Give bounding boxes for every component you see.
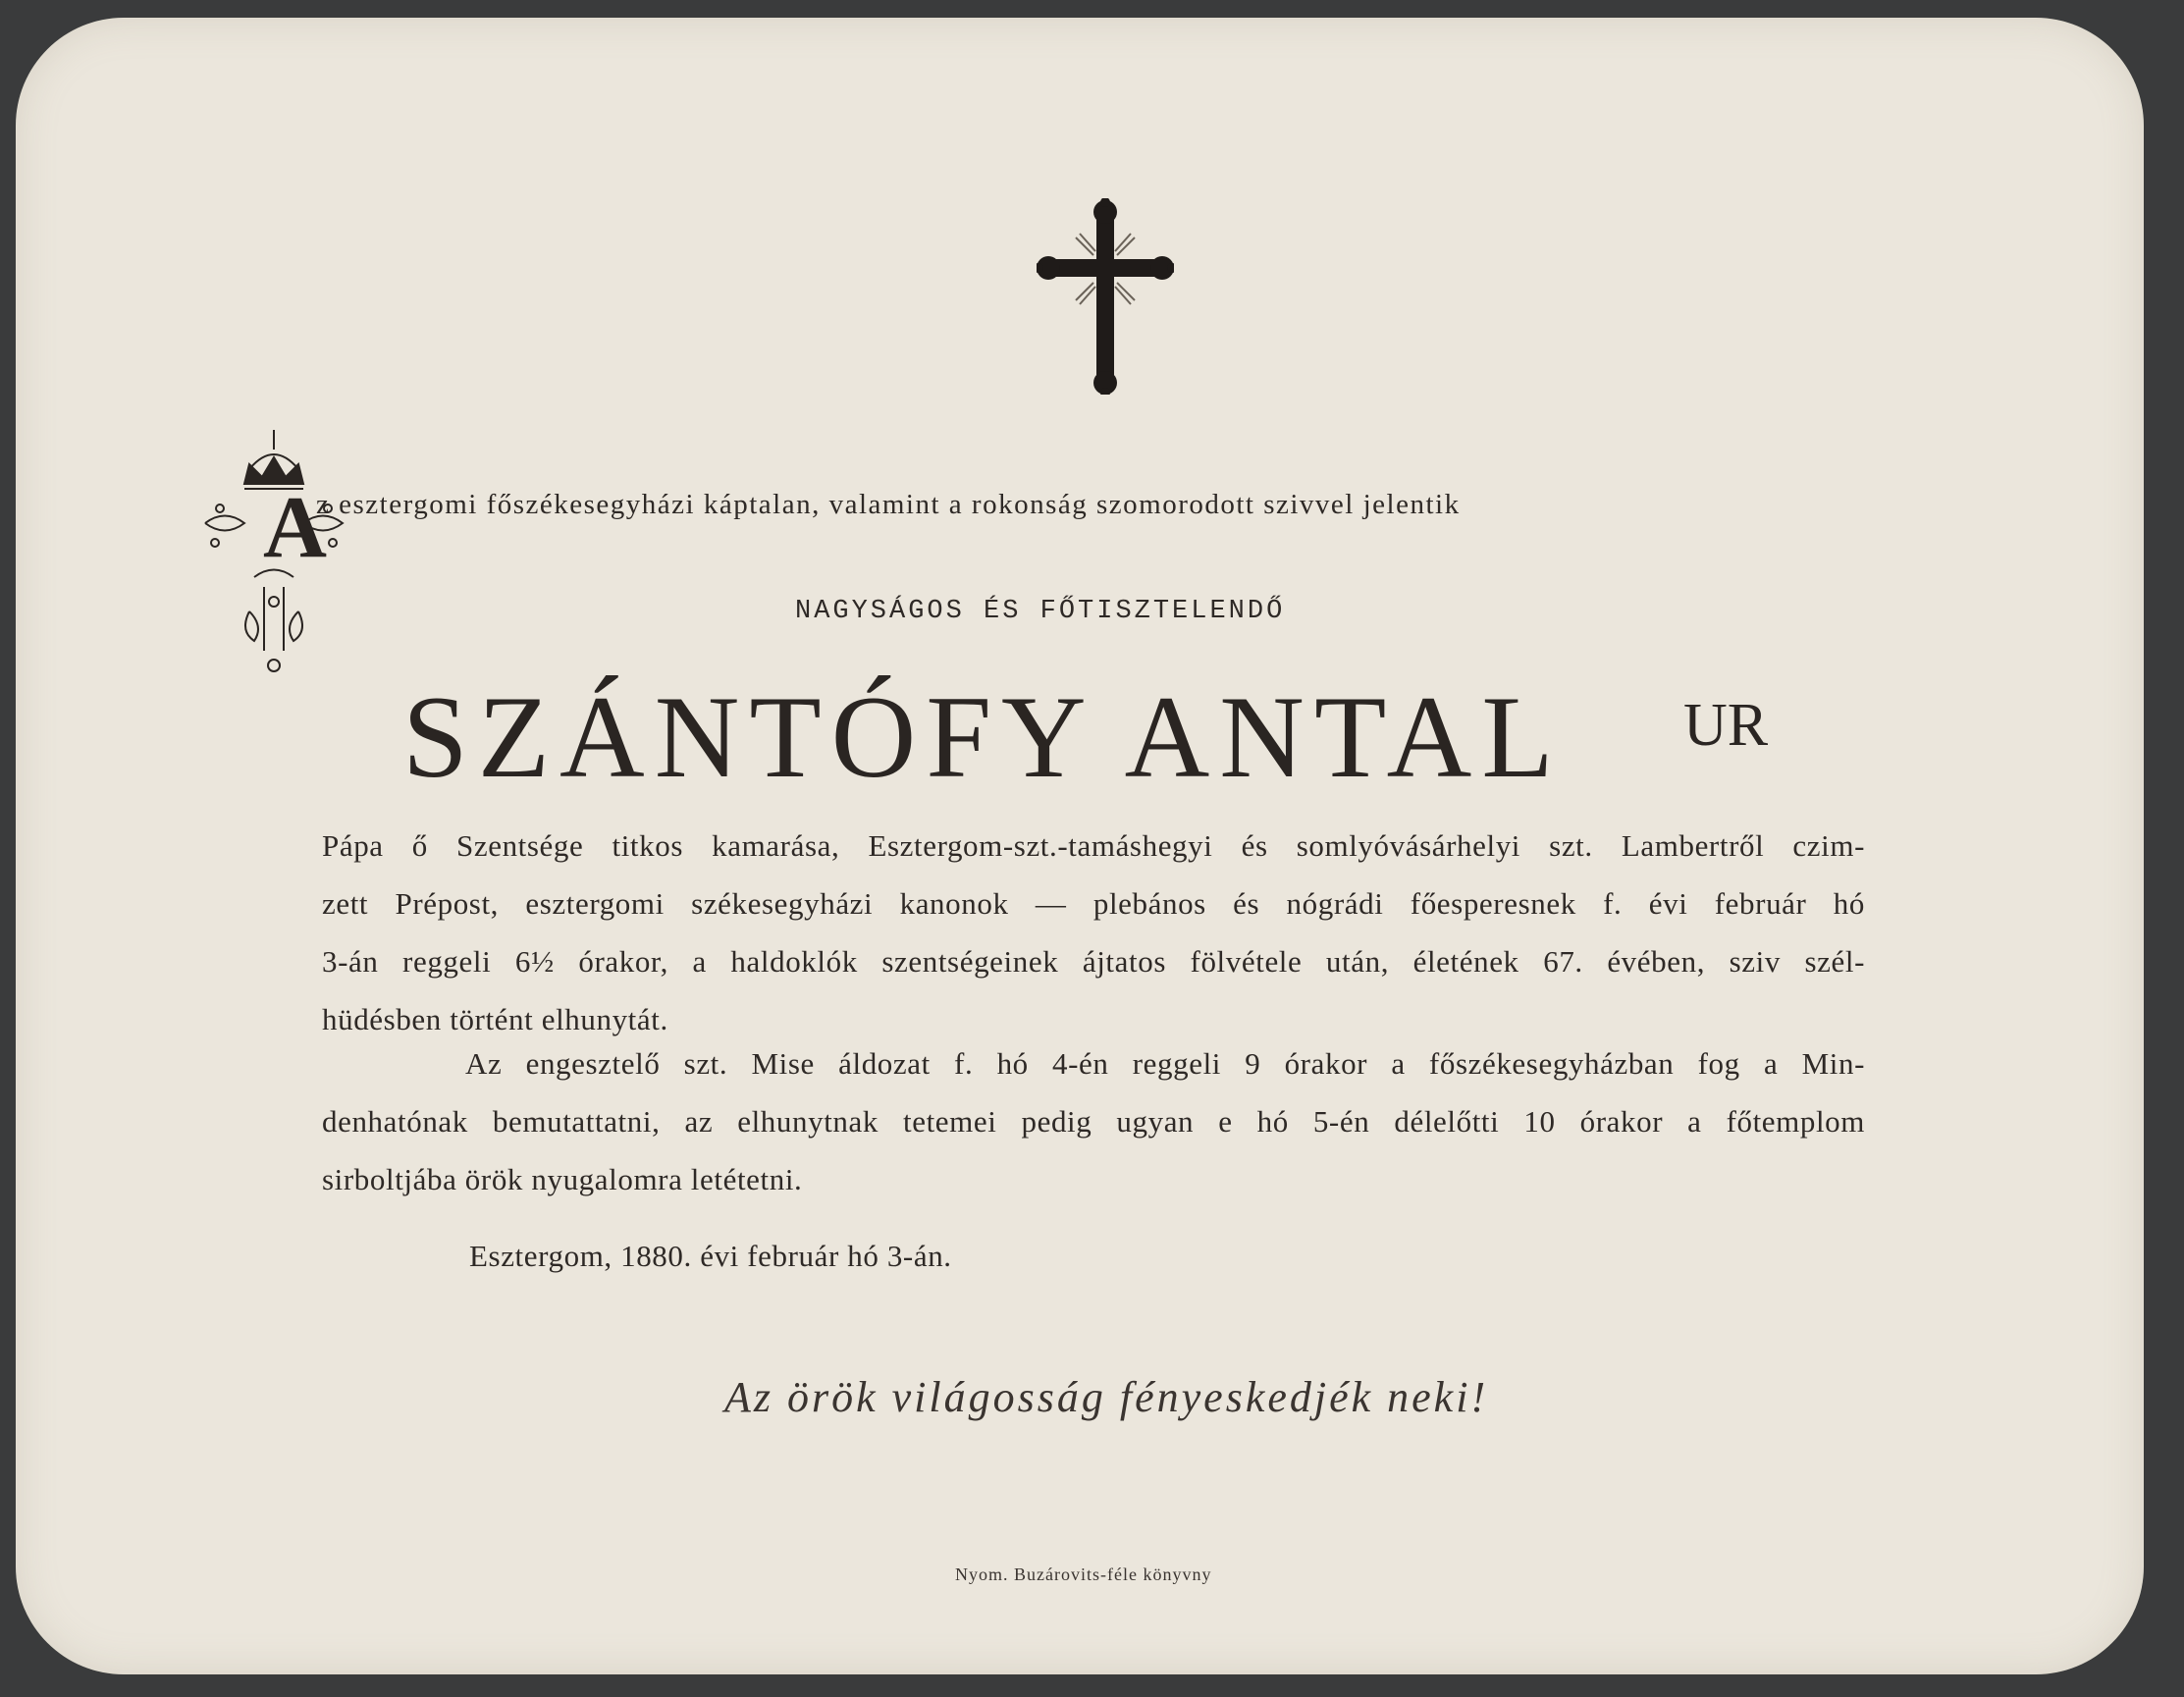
deceased-name: SZÁNTÓFY ANTAL — [402, 671, 1564, 802]
paragraph-line: 3-án reggeli 6½ órakor, a haldoklók szentségeinek ájtatos fölvétele után, életének 67. évében, sziv szél- — [322, 944, 1865, 979]
date-line: Esztergom, 1880. évi február hó 3-án. — [469, 1239, 952, 1273]
paragraph-line: denhatónak bemutattatni, az elhunytnak tetemei pedig ugyan e hó 5-én délelőtti 10 órakor a főtemplom — [322, 1104, 1865, 1139]
announcement-paragraph — [322, 817, 1865, 1048]
paragraph-line: sirboltjába örök nyugalomra letétetni. — [322, 1162, 803, 1196]
memorial-motto: Az örök világosság fényeskedjék neki! — [724, 1373, 1489, 1421]
honorific-title: NAGYSÁGOS ÉS FŐTISZTELENDŐ — [795, 597, 1286, 626]
paragraph-line: zett Prépost, esztergomi székesegyházi kanonok — plebános és nógrádi főesperesnek f. évi február hó — [322, 886, 1865, 921]
name-suffix: UR — [1683, 692, 1769, 759]
paragraph-line: Az engesztelő szt. Mise áldozat f. hó 4-én reggeli 9 órakor a főszékesegyházban fog a Min- — [465, 1046, 1865, 1081]
drop-cap: A — [263, 479, 327, 576]
funeral-paragraph — [322, 1034, 1865, 1208]
paragraph-line: hüdésben történt elhunytát. — [322, 1002, 668, 1036]
intro-text: z esztergomi főszékesegyházi káptalan, valamint a rokonság szomorodott szivvel jelentik — [316, 489, 1461, 520]
paragraph-line: Pápa ő Szentsége titkos kamarása, Esztergom-szt.-tamáshegyi és somlyóvásárhelyi szt. Lambertről czim- — [322, 828, 1865, 863]
cross-icon — [1037, 198, 1174, 395]
printer-credit: Nyom. Buzárovits-féle könyvny — [955, 1564, 1212, 1584]
